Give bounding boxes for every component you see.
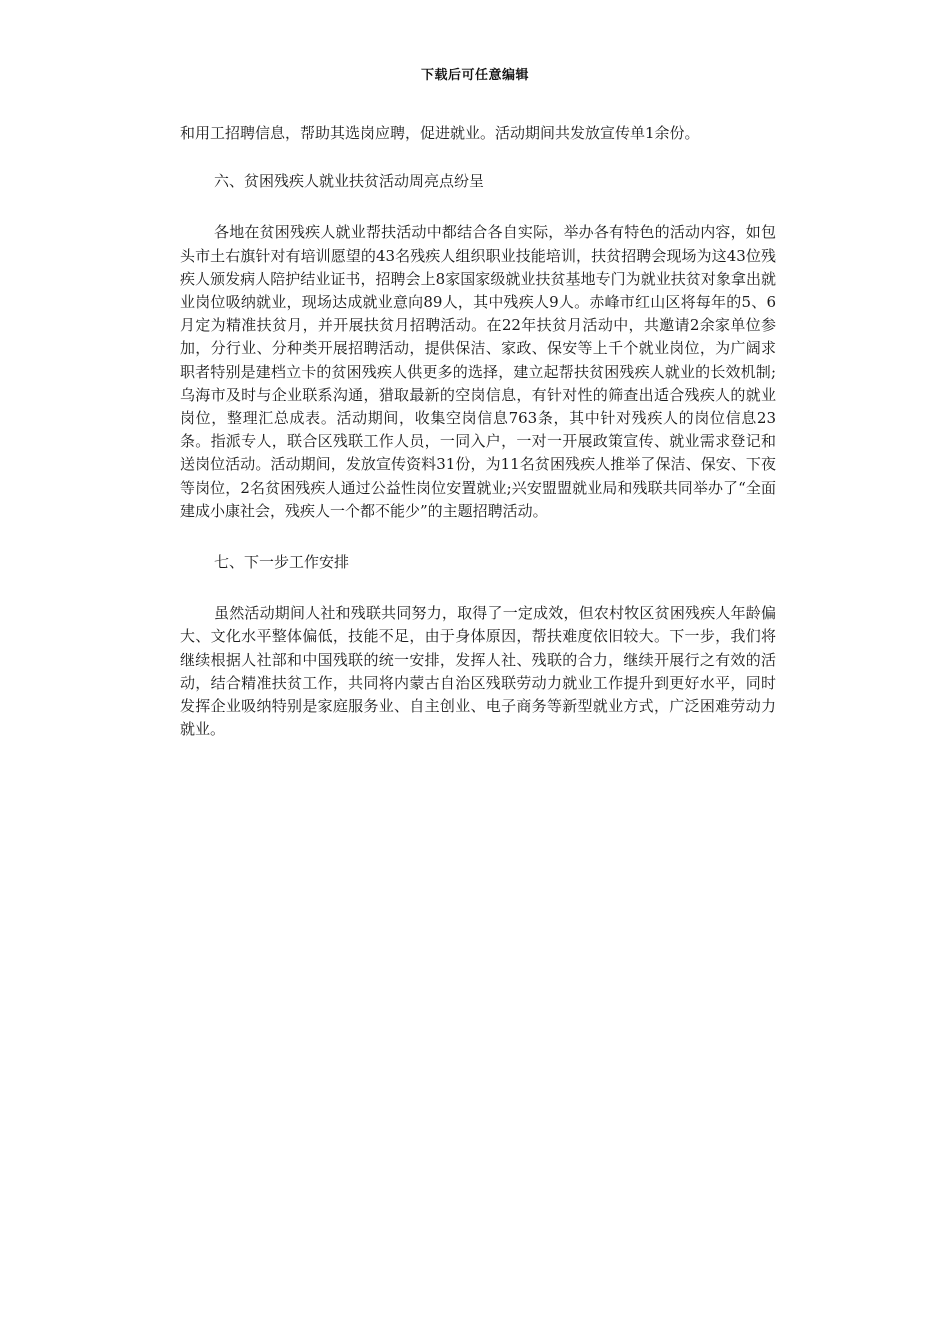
section-6-paragraph: 各地在贫困残疾人就业帮扶活动中都结合各自实际，举办各有特色的活动内容，如包头市土右旗针对有培训愿望的43名残疾人组织职业技能培训，扶贫招聘会现场为这43位残疾人颁发病人陪护结业证书，招聘会上8家国家级就业扶贫基地专门为就业扶贫对象拿出就业岗位吸纳就业，现场达成就业意向89人，其中残疾人9人。赤峰市红山区将每年的5、6月定为精准扶贫月，并开展扶贫月招聘活动。在22年扶贫月活动中，共邀请2余家单位参加，分行业、分种类开展招聘活动，提供保洁、家政、保安等上千个就业岗位，为广阔求职者特别是建档立卡的贫困残疾人供更多的选择，建立起帮扶贫困残疾人就业的长效机制;乌海市及时与企业联系沟通，猎取最新的空岗信息，有针对性的筛查出适合残疾人的就业岗位，整理汇总成表。活动期间，收集空岗信息763条，其中针对残疾人的岗位信息23条。指派专人，联合区残联工作人员，一同入户，一对一开展政策宣传、就业需求登记和送岗位活动。活动期间，发放宣传资料31份，为11名贫困残疾人推举了保洁、保安、下夜等岗位，2名贫困残疾人通过公益性岗位安置就业;兴安盟盟就业局和残联共同举办了“全面建成小康社会，残疾人一个都不能少”的主题招聘活动。: [180, 223, 776, 520]
document-body: [180, 122, 776, 741]
section-7-heading: 七、下一步工作安排: [214, 553, 350, 572]
section-7-paragraph: 虽然活动期间人社和残联共同努力，取得了一定成效，但农村牧区贫困残疾人年龄偏大、文化水平整体偏低，技能不足，由于身体原因，帮扶难度依旧较大。下一步，我们将继续根据人社部和中国残联的统一安排，发挥人社、残联的合力，继续开展行之有效的活动，结合精准扶贫工作，共同将内蒙古自治区残联劳动力就业工作提升到更好水平，同时发挥企业吸纳特别是家庭服务业、自主创业、电子商务等新型就业方式，广泛困难劳动力就业。: [180, 604, 776, 739]
continued-paragraph: 和用工招聘信息，帮助其选岗应聘，促进就业。活动期间共发放宣传单1余份。: [180, 124, 700, 142]
page-header: 下载后可任意编辑: [420, 68, 529, 83]
section-6-heading: 六、贫困残疾人就业扶贫活动周亮点纷呈: [214, 172, 485, 191]
